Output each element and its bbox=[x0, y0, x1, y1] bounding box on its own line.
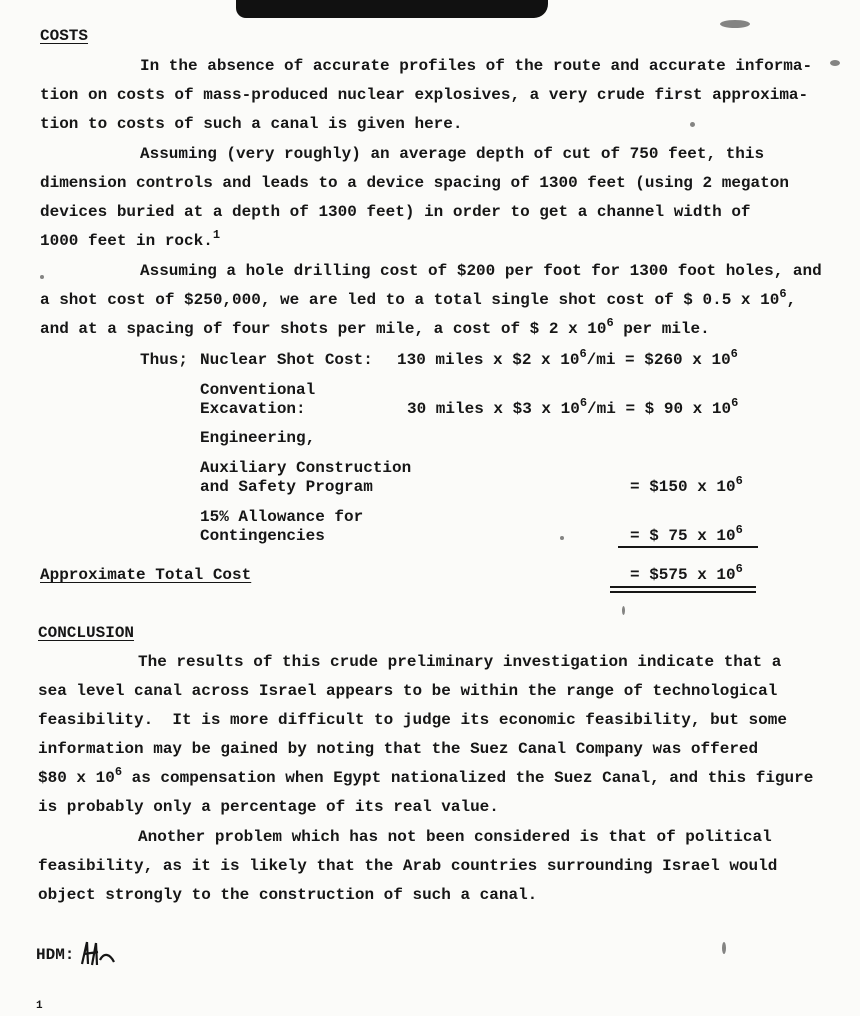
conventional-excavation-calculation: 30 miles x $3 x $10^6/mi$ = $ 90 x $10^6$ bbox=[407, 396, 739, 418]
excavation-label: Excavation: bbox=[200, 400, 306, 418]
scan-speck bbox=[722, 942, 726, 954]
costs-paragraph-1-line: tion to costs of such a canal is given here. bbox=[40, 115, 463, 133]
conclusion-paragraph-2-line: object strongly to the construction of such a canal. bbox=[38, 886, 538, 904]
costs-paragraph-3-line: and at a spacing of four shots per mile, a cost of $ 2 x $10^6$ per mile. bbox=[40, 316, 710, 338]
handwritten-initials-scribble bbox=[78, 938, 118, 968]
costs-heading: COSTS bbox=[40, 27, 89, 45]
contingencies-label: Contingencies bbox=[200, 527, 325, 545]
author-initials: HDM: bbox=[36, 946, 75, 964]
total-cost-value: = $575 x $10^6$ bbox=[630, 562, 743, 584]
costs-paragraph-2-line: 1000 feet in rock.$^1$ bbox=[40, 228, 221, 250]
allowance-label: 15% Allowance for bbox=[200, 508, 364, 526]
scan-speck bbox=[560, 536, 564, 540]
conclusion-paragraph-1-line: information may be gained by noting that the Suez Canal Company was offered bbox=[38, 740, 759, 758]
subtotal-rule bbox=[618, 546, 758, 548]
costs-paragraph-2-line: devices buried at a depth of 1300 feet) in order to get a channel width of bbox=[40, 203, 751, 221]
footnote-ref: 1 bbox=[212, 228, 221, 242]
engineering-label: Engineering, bbox=[200, 429, 316, 447]
costs-paragraph-3-line: Assuming a hole drilling cost of $200 per foot for 1300 foot holes, and bbox=[140, 262, 822, 280]
redaction-bar bbox=[236, 0, 548, 18]
footnote-marker: 1 bbox=[36, 1000, 43, 1012]
conclusion-paragraph-1-line: is probably only a percentage of its real value. bbox=[38, 798, 499, 816]
costs-paragraph-2-line: Assuming (very roughly) an average depth of cut of 750 feet, this bbox=[140, 145, 765, 163]
total-cost-label: Approximate Total Cost bbox=[40, 566, 252, 584]
costs-paragraph-1-line: tion on costs of mass-produced nuclear explosives, a very crude first approxima- bbox=[40, 86, 809, 104]
costs-paragraph-2-line: dimension controls and leads to a device spacing of 1300 feet (using 2 megaton bbox=[40, 174, 789, 192]
allowance-value: = $ 75 x $10^6$ bbox=[630, 523, 743, 545]
nuclear-shot-label: Nuclear Shot Cost: bbox=[200, 351, 373, 369]
costs-paragraph-3-line: a shot cost of $250,000, we are led to a total single shot cost of $ 0.5 x $10^6$, bbox=[40, 287, 797, 309]
total-double-rule-top bbox=[610, 586, 756, 588]
scan-speck bbox=[720, 20, 750, 28]
scan-speck bbox=[40, 275, 44, 279]
conclusion-paragraph-1-line: $80 x $10^6$ as compensation when Egypt nationalized the Suez Canal, and this figure bbox=[38, 765, 814, 787]
auxiliary-label: Auxiliary Construction bbox=[200, 459, 412, 477]
auxiliary-value: = $150 x $10^6$ bbox=[630, 474, 743, 496]
scan-speck bbox=[830, 60, 840, 66]
conclusion-paragraph-2-line: feasibility, as it is likely that the Arab countries surrounding Israel would bbox=[38, 857, 778, 875]
safety-program-label: and Safety Program bbox=[200, 478, 373, 496]
conventional-label: Conventional bbox=[200, 381, 316, 399]
costs-paragraph-1-line: In the absence of accurate profiles of the route and accurate informa- bbox=[140, 57, 813, 75]
conclusion-heading: CONCLUSION bbox=[38, 624, 135, 642]
total-double-rule-bottom bbox=[610, 591, 756, 593]
conclusion-paragraph-1-line: sea level canal across Israel appears to be within the range of technological bbox=[38, 682, 778, 700]
thus-label: Thus; bbox=[140, 351, 189, 369]
nuclear-shot-calculation: 130 miles x $2 x $10^6/mi$ = $260 x $10^6$ bbox=[397, 347, 738, 369]
scan-speck bbox=[690, 122, 695, 127]
conclusion-paragraph-2-line: Another problem which has not been considered is that of political bbox=[138, 828, 772, 846]
scan-speck bbox=[622, 606, 625, 615]
conclusion-paragraph-1-line: feasibility. It is more difficult to judge its economic feasibility, but some bbox=[38, 711, 787, 729]
conclusion-paragraph-1-line: The results of this crude preliminary investigation indicate that a bbox=[138, 653, 782, 671]
